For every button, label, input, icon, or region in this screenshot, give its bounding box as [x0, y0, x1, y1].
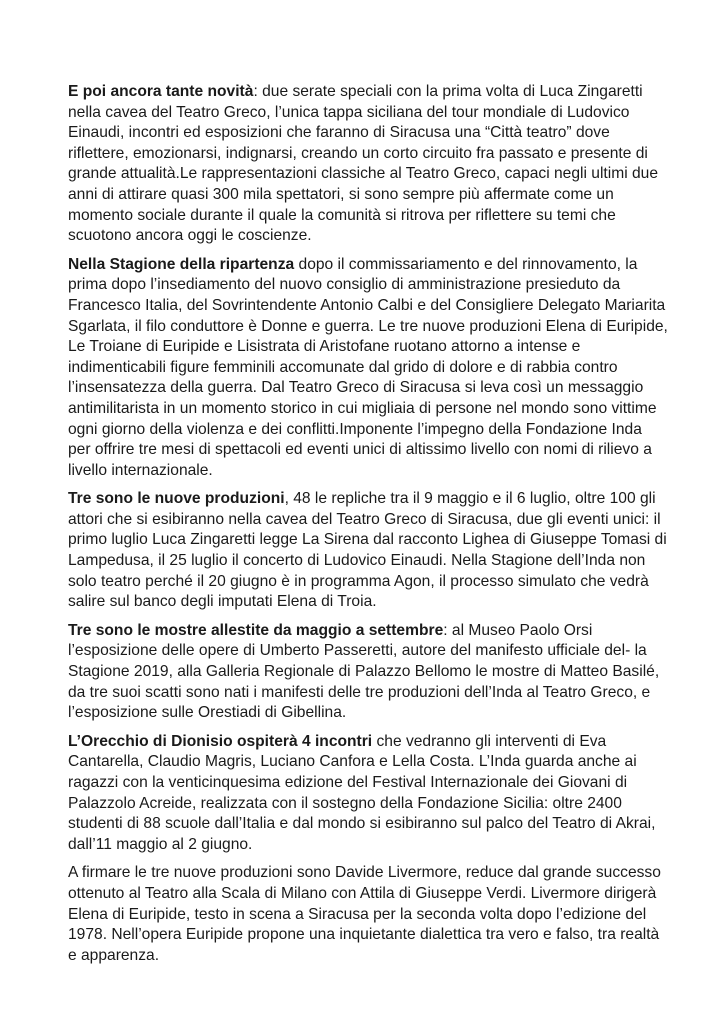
paragraph-lead: L’Orecchio di Dionisio ospiterà 4 incontri: [68, 732, 373, 750]
document-body: [68, 82, 668, 974]
paragraph-text: A firmare le tre nuove produzioni sono Davide Livermore, reduce dal grande successo ottenuto al Teatro alla Scala di Milano con Attila di Giuseppe Verdi. Livermore dirigerà Elena di Euripide, testo in scena a Siracusa per la seconda volta dopo l’edizione del 1978. Nell’opera Euripide propone una inquietante dialettica tra vero e falso, tra realtà e apparenza.: [68, 864, 661, 964]
paragraph-text: : due serate speciali con la prima volta di Luca Zingaretti nella cavea del Teatro Greco, l’unica tappa siciliana del tour mondiale di Ludovico Einaudi, incontri ed esposizioni che faranno di Siracusa una “Città teatro” dove riflettere, emozionarsi, indignarsi, creando un corto circuito fra passato e presente di grande attualità.Le rappresentazioni classiche al Teatro Greco, capaci negli ultimi due anni di attirare quasi 300 mila spettatori, si sono sempre più affermate come un momento sociale durante il quale la comunità si ritrova per riflettere su temi che scuotono ancora oggi le coscienze.: [68, 83, 659, 245]
paragraph-mostre: [68, 621, 668, 724]
paragraph-stagione-ripartenza: [68, 255, 668, 482]
paragraph-novita: [68, 82, 668, 247]
paragraph-lead: E poi ancora tante novità: [68, 83, 254, 100]
paragraph-nuove-produzioni: [68, 489, 668, 613]
paragraph-lead: Tre sono le nuove produzioni: [68, 490, 285, 508]
paragraph-lead: Nella Stagione della ripartenza: [68, 255, 295, 273]
paragraph-livermore: [68, 863, 668, 966]
paragraph-text: che vedranno gli interventi di Eva Cantarella, Claudio Magris, Luciano Canfora e Lella Costa. L’Inda guarda anche ai ragazzi con la venticinquesima edizione del Festival Internazionale dei Giovani di Palazzolo Acreide, realizzata con il sostegno della Fondazione Sicilia: oltre 2400 studenti di 88 scuole dall’Italia e dal mondo si esibiranno sul palco del Teatro di Akrai, dall’11 maggio al 2 giugno.: [68, 732, 656, 853]
paragraph-text: , 48 le repliche tra il 9 maggio e il 6 luglio, oltre 100 gli attori che si esibiranno nella cavea del Teatro Greco di Siracusa, due gli eventi unici: il primo luglio Luca Zingaretti legge La Sirena dal racconto Lighea di Giuseppe Tomasi di Lampedusa, il 25 luglio il concerto di Ludovico Einaudi. Nella Stagione dell’Inda non solo teatro perché il 20 giugno è in programma Agon, il processo simulato che vedrà salire sul banco degli imputati Elena di Troia.: [68, 490, 667, 611]
paragraph-text: : al Museo Paolo Orsi l’esposizione delle opere di Umberto Passeretti, autore del manifesto ufficiale del- la Stagione 2019, alla Galleria Regionale di Palazzo Bellomo le mostre di Matteo Basilé, da tre suoi scatti sono nati i manifesti delle tre produzioni dell’Inda al Teatro Greco, e l’esposizione sulle Orestiadi di Gibellina.: [68, 621, 660, 722]
paragraph-text: dopo il commissariamento e del rinnovamento, la prima dopo l’insediamento del nuovo consiglio di amministrazione presieduto da Francesco Italia, del Sovrintendente Antonio Calbi e del Consigliere Delegato Mariarita Sgarlata, il filo conduttore è Donne e guerra. Le tre nuove produzioni Elena di Euripide, Le Troiane di Euripide e Lisistrata di Aristofane ruotano attorno a intense e indimenticabili figure femminili accomunate dal grido di dolore e di rabbia contro l’insensatezza della guerra. Dal Teatro Greco di Siracusa si leva così un messaggio antimilitarista in un momento storico in cui migliaia di persone nel mondo sono vittime ogni giorno della violenza e dei conflitti.Imponente l’impegno della Fondazione Inda per offrire tre mesi di spettacoli ed eventi unici di altissimo livello con nomi di rilievo a livello internazionale.: [68, 255, 668, 479]
paragraph-lead: Tre sono le mostre allestite da maggio a settembre: [68, 621, 444, 639]
paragraph-orecchio-dionisio: [68, 732, 668, 856]
